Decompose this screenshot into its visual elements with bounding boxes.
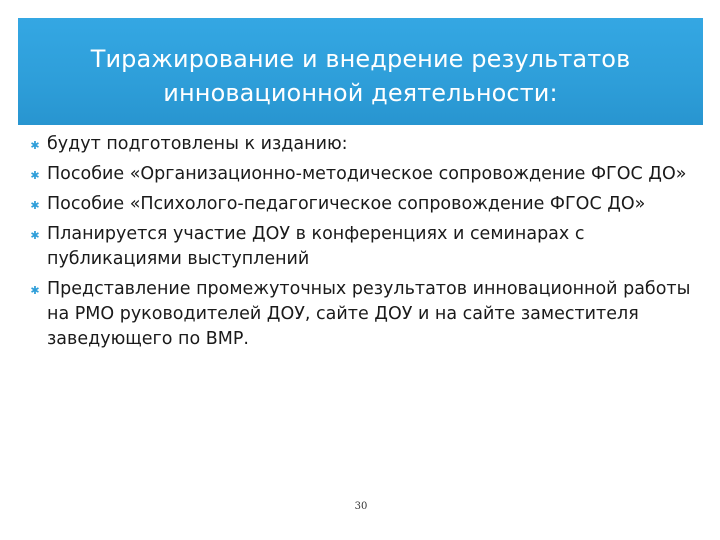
title-banner (18, 18, 703, 125)
bullet-item (28, 132, 698, 157)
slide-title-line-2: инновационной деятельности: (163, 79, 558, 107)
asterisk-bullet-icon: ✱ (30, 169, 40, 182)
page-number: 30 (354, 501, 368, 512)
bullet-text: будут подготовлены к изданию: (47, 134, 348, 154)
asterisk-bullet-icon: ✱ (30, 229, 40, 242)
bullet-text: Пособие «Психолого-педагогическое сопровождение ФГОС ДО» (47, 194, 646, 214)
bullet-text: Представление промежуточных результатов инновационной работы на РМО руководителей ДОУ, сайте ДОУ и на сайте заместителя заведующего по ВМР. (47, 279, 691, 349)
asterisk-bullet-icon: ✱ (30, 139, 40, 152)
bullet-text: Планируется участие ДОУ в конференциях и семинарах с публикациями выступлений (47, 224, 585, 269)
bullet-list (28, 132, 698, 357)
bullet-item (28, 222, 698, 272)
bullet-text: Пособие «Организационно-методическое сопровождение ФГОС ДО» (47, 164, 687, 184)
bullet-item (28, 277, 698, 352)
asterisk-bullet-icon: ✱ (30, 284, 40, 297)
asterisk-bullet-icon: ✱ (30, 199, 40, 212)
bullet-item (28, 192, 698, 217)
slide-title-line-1: Тиражирование и внедрение результатов (90, 45, 631, 73)
bullet-item (28, 162, 698, 187)
